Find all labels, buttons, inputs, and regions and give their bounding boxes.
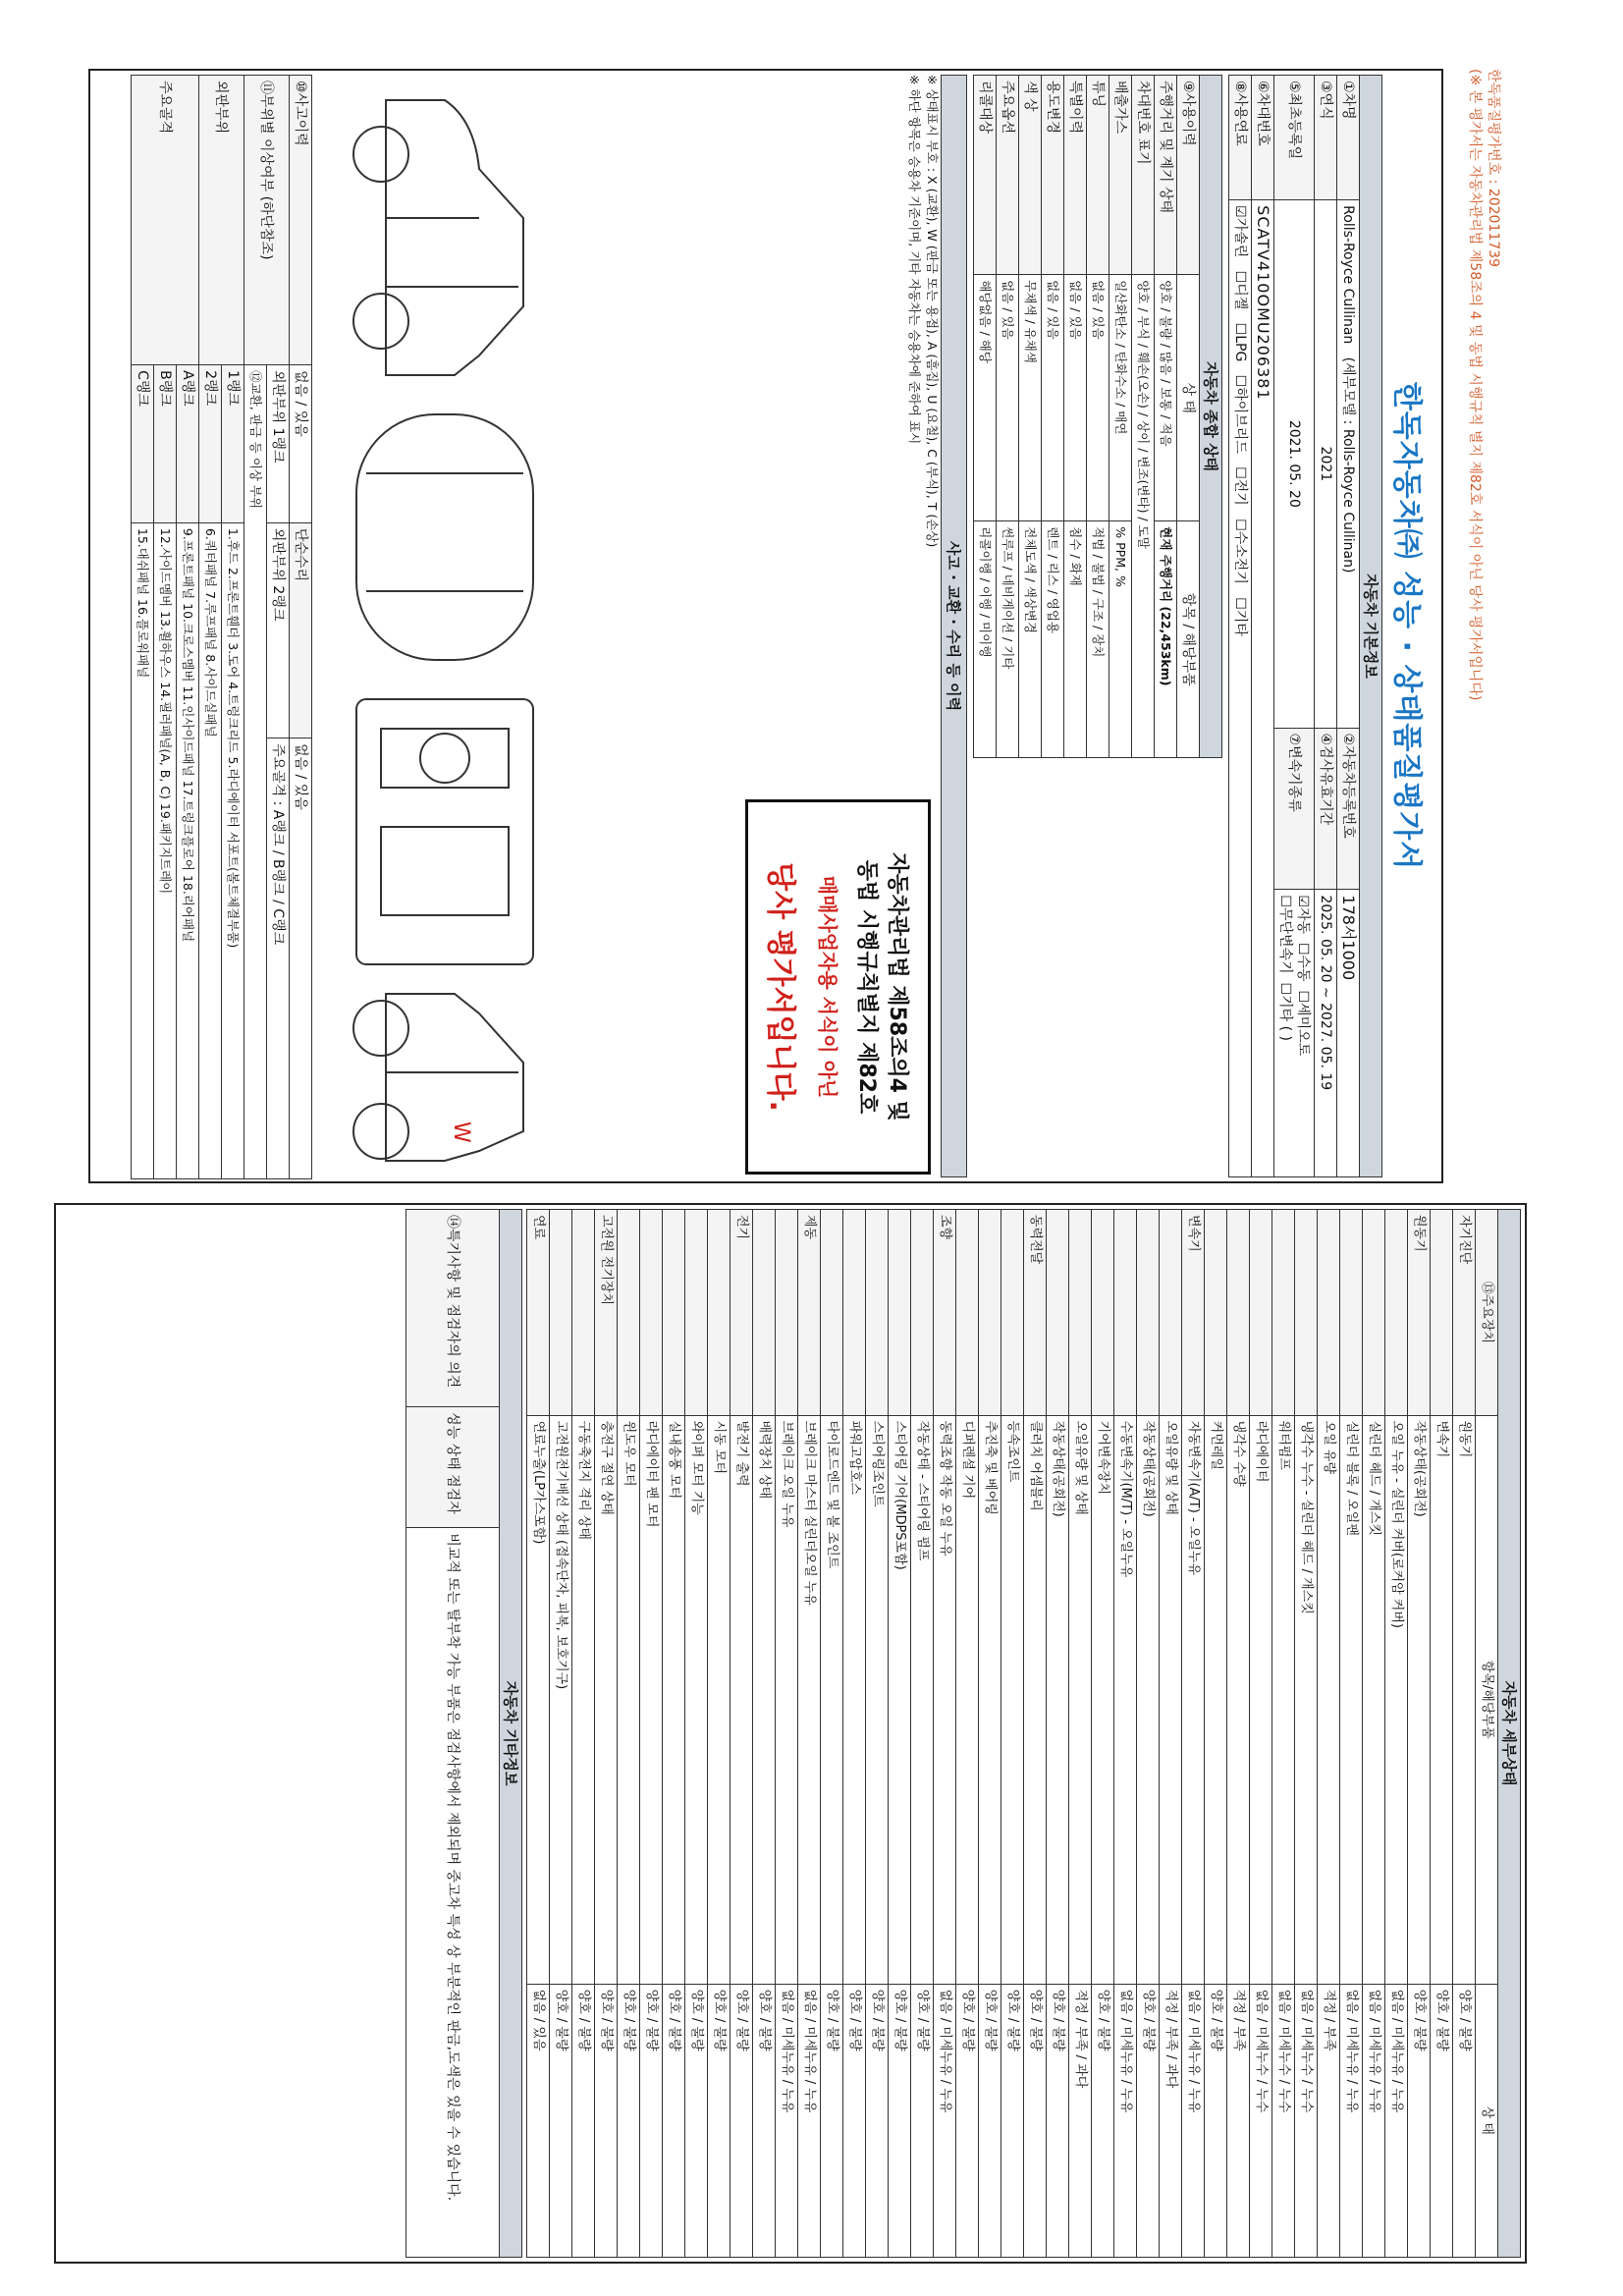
detail-group — [1092, 1210, 1114, 1416]
transmission-manual[interactable]: ☐ 수동 — [1295, 943, 1311, 982]
rank2-label: 2랭크 — [199, 365, 222, 523]
table-row — [979, 1210, 1001, 2258]
detail-group — [1114, 1210, 1137, 1416]
detail-group — [663, 1210, 685, 1416]
outer-rank2: 외판부위 2랭크 — [267, 522, 290, 738]
table-row — [1250, 1210, 1272, 2258]
table-row — [527, 1210, 550, 2258]
table-row — [1001, 1210, 1024, 2258]
row-state: 없음 / 있음 — [997, 275, 1019, 521]
simple-repair: 없음 / 있음 — [290, 738, 312, 1179]
fuel-lpg[interactable]: ☐ LPG — [1232, 323, 1248, 362]
fuel-diesel[interactable]: ☐ 디젤 — [1232, 271, 1248, 310]
detail-group — [572, 1210, 595, 1416]
detail-state[interactable]: 적정 / 부족 / 과다 — [1160, 1984, 1182, 2257]
detail-group — [685, 1210, 708, 1416]
evaluation-number: 한독품질평가번호 : 202011739 — [1486, 69, 1501, 267]
detail-item: 추진축 및 베어링 — [979, 1415, 1001, 1984]
accident-table — [131, 75, 312, 1179]
frame-rank-options: A랭크 / B랭크 / C랭크 — [270, 809, 286, 946]
detail-item: 브레이크 오일 누유 — [776, 1415, 798, 1984]
detail-group — [618, 1210, 640, 1416]
detail-state[interactable]: 양호 / 불량 — [1205, 1984, 1227, 2257]
detail-state[interactable]: 양호 / 불량 — [595, 1984, 618, 2257]
detail-item: 실린더 헤드 / 개스킷 — [1363, 1415, 1385, 1984]
basic-info-header: 자동차 기본정보 — [1360, 76, 1382, 1177]
table-row — [1137, 1210, 1160, 2258]
detail-group — [1385, 1210, 1408, 1416]
transmission-cvt[interactable]: ☐ 무단변속기 — [1277, 895, 1293, 973]
car-side-view-right — [353, 994, 523, 1161]
detail-state[interactable]: 양호 / 불량 — [1001, 1984, 1024, 2257]
row-detail: 전체도색 / 색상변경 — [1019, 521, 1042, 758]
detail-group — [1250, 1210, 1272, 1416]
car-name-cell — [1337, 200, 1360, 728]
detail-group — [979, 1210, 1001, 1416]
table-row — [974, 76, 997, 758]
table-row — [798, 1210, 821, 2258]
detail-state[interactable]: 양호 / 불량 — [685, 1984, 708, 2257]
overall-header: 자동차 종합 상태 — [1200, 76, 1222, 758]
notice-stamp-box — [745, 799, 931, 1175]
table-row — [1453, 1210, 1476, 2258]
detail-state[interactable]: 양호 / 불량 — [1047, 1984, 1069, 2257]
detail-state[interactable]: 양호 / 불량 — [1024, 1984, 1047, 2257]
a-rank-label: A랭크 — [177, 365, 199, 523]
detail-group — [753, 1210, 776, 1416]
outer-parts-label: 외판부위 — [199, 76, 244, 365]
table-row — [685, 1210, 708, 2258]
rank1-label: 1랭크 — [222, 365, 244, 523]
car-name: Rolls-Royce Cullinan — [1340, 205, 1356, 345]
detail-state[interactable]: 없음 / 미세누수 / 누수 — [1295, 1984, 1318, 2257]
part-rank-label: ⑪부위별 이상여부 (하단참조) — [244, 76, 290, 365]
detail-item: 연료누출(LP가스포함) — [527, 1415, 550, 1984]
table-row — [1227, 1210, 1250, 2258]
detail-item: 배력장치 상태 — [753, 1415, 776, 1984]
detail-state[interactable]: 없음 / 미세누유 / 누유 — [1114, 1984, 1137, 2257]
detail-group: 연료 — [527, 1210, 550, 1416]
car-name-label: ①차명 — [1337, 76, 1360, 200]
detail-group — [1001, 1210, 1024, 1416]
detail-item: 워터펌프 — [1272, 1415, 1295, 1984]
row-label: 특별이력 — [1064, 76, 1087, 275]
row-label: 차대번호 표기 — [1132, 76, 1155, 275]
rank2-parts: 6.쿼터패널 7.루프패널 8.사이드실패널 — [199, 522, 222, 1178]
transmission-label: ⑦변속기종류 — [1274, 728, 1315, 890]
table-row — [1272, 1210, 1295, 2258]
overall-col-state: 상 태 — [1177, 275, 1200, 521]
table-row — [1114, 1210, 1137, 2258]
row-state: 없음 / 있음 — [1042, 275, 1064, 521]
detail-item: 작동상태 - 스티어링 펌프 — [911, 1415, 934, 1984]
detail-state[interactable]: 없음 / 미세누유 / 누유 — [776, 1984, 798, 2257]
row-label: 주행거리 및 계기 상태 — [1155, 76, 1177, 275]
table-row — [1340, 1210, 1363, 2258]
b-rank-label: B랭크 — [154, 365, 177, 523]
detail-group — [911, 1210, 934, 1416]
detail-group: 동력전달 — [1024, 1210, 1047, 1416]
row-label: 리콜대상 — [974, 76, 997, 275]
table-row — [934, 1210, 956, 2258]
car-top-view — [356, 414, 533, 660]
passenger-note: ※ 하단 항목은 승용차 기준이며, 기타 자동차는 승용차에 준하여 표시 — [907, 75, 922, 445]
fuel-hybrid[interactable]: ☐ 하이브리드 — [1232, 375, 1248, 454]
detail-group — [1160, 1210, 1182, 1416]
table-row — [753, 1210, 776, 2258]
detail-group: 전기 — [730, 1210, 753, 1416]
table-row — [1092, 1210, 1114, 2258]
detail-state[interactable]: 양호 / 불량 — [956, 1984, 979, 2257]
year: 2021 — [1315, 200, 1337, 728]
detail-col-state: 상 태 — [1476, 1984, 1498, 2257]
detail-state[interactable]: 양호 / 불량 — [1408, 1984, 1431, 2257]
detail-state[interactable]: 적정 / 부족 — [1318, 1984, 1340, 2257]
detail-item: 작동상태(공회전) — [1408, 1415, 1431, 1984]
detail-state[interactable]: 없음 / 미세누유 / 누유 — [1363, 1984, 1385, 2257]
odometer-reading: 현재 주행거리 (22,453km) — [1155, 521, 1177, 758]
detail-group — [1227, 1210, 1250, 1416]
detail-group — [1272, 1210, 1295, 1416]
fuel-electric[interactable]: ☐ 전기 — [1232, 466, 1248, 506]
table-row — [997, 76, 1019, 758]
detail-item: 클러치 어셈블리 — [1024, 1415, 1047, 1984]
accident-history: 없음 / 있음 — [290, 365, 312, 523]
fuel-hydrogen[interactable]: ☐ 수소전기 — [1232, 519, 1248, 584]
table-row — [663, 1210, 685, 2258]
detail-state[interactable]: 양호 / 불량 — [663, 1984, 685, 2257]
detail-group: 제동 — [798, 1210, 821, 1416]
detail-state[interactable]: 양호 / 불량 — [1092, 1984, 1114, 2257]
row-detail: 적법 / 불법 / 구조 / 장치 — [1087, 521, 1109, 758]
car-underbody-view — [356, 699, 533, 964]
detail-state[interactable]: 양호 / 불량 — [889, 1984, 911, 2257]
car-diagram — [317, 81, 563, 1171]
detail-item: 냉각수 수량 — [1227, 1415, 1250, 1984]
detail-item: 시동 모터 — [708, 1415, 730, 1984]
row-state: 무채색 / 유채색 — [1019, 275, 1042, 521]
vin-label: ⑥차대번호 — [1252, 76, 1274, 200]
evaluation-page-2 — [54, 1203, 1527, 2264]
detail-item: 스티어링 기어(MDPS포함) — [889, 1415, 911, 1984]
detail-group: 변속기 — [1182, 1210, 1205, 1416]
detail-group — [821, 1210, 843, 1416]
detail-group — [1431, 1210, 1453, 1416]
table-row — [1385, 1210, 1408, 2258]
detail-group — [1205, 1210, 1227, 1416]
detail-state[interactable]: 양호 / 불량 — [1453, 1984, 1476, 2257]
detail-group — [708, 1210, 730, 1416]
row-label: 배출가스 — [1109, 76, 1132, 275]
detail-item: 타이로드엔드 및 볼 조인트 — [821, 1415, 843, 1984]
evaluation-number-stamp — [1465, 69, 1502, 700]
b-rank-parts: 12.사이드멤버 13.휠하우스 14.필러패널(A, B, C) 19.패키지트레이 — [154, 522, 177, 1178]
detail-group — [776, 1210, 798, 1416]
detail-item: 라디에이터 팬 모터 — [640, 1415, 663, 1984]
detail-group — [1318, 1210, 1340, 1416]
overall-state-table — [973, 75, 1222, 758]
detail-item: 오일유량 및 상태 — [1160, 1415, 1182, 1984]
overall-col-item: ⑨사용이력 — [1177, 76, 1200, 275]
detail-group — [1363, 1210, 1385, 1416]
detail-item: 등속조인트 — [1001, 1415, 1024, 1984]
detail-item: 와이퍼 모터 기능 — [685, 1415, 708, 1984]
detail-group — [1047, 1210, 1069, 1416]
perf-inspector-label: 성능 상태 점검자 — [406, 1407, 500, 1528]
special-notes-text: 비교적 또는 탈부착 가능 부품은 점검사항에서 제외되며 중고차 특성 상 부분적인 판금,도색은 있을 수 있습니다. — [406, 1528, 500, 2258]
table-row — [1431, 1210, 1453, 2258]
row-state: 양호 / 불량 / 많음 / 보통 / 적음 — [1155, 275, 1177, 521]
table-row — [1019, 76, 1042, 758]
table-row — [1205, 1210, 1227, 2258]
detail-state[interactable]: 없음 / 미세누유 / 누유 — [1385, 1984, 1408, 2257]
table-row — [1024, 1210, 1047, 2258]
fuel-options — [1229, 200, 1252, 1177]
detail-state[interactable]: 양호 / 불량 — [753, 1984, 776, 2257]
detail-state[interactable]: 양호 / 불량 — [1431, 1984, 1453, 2257]
table-row — [1155, 76, 1177, 758]
detail-rows — [527, 1210, 1476, 2258]
notice-line1: 자동차관리법 제58조의4 및 — [885, 852, 909, 1121]
first-reg: 2021. 05. 20 — [1274, 200, 1315, 728]
transmission-options — [1274, 890, 1315, 1177]
basic-info-table — [1228, 75, 1382, 1177]
detail-col-item: 항목/해당부품 — [1476, 1415, 1498, 1984]
table-row — [1047, 1210, 1069, 2258]
table-row — [1318, 1210, 1340, 2258]
detail-item: 실린더 블록 / 오일팬 — [1340, 1415, 1363, 1984]
detail-state-table — [526, 1209, 1521, 2258]
table-row — [843, 1210, 866, 2258]
table-row — [640, 1210, 663, 2258]
detail-group — [1295, 1210, 1318, 1416]
first-reg-label: ⑤최초등록일 — [1274, 76, 1315, 200]
detail-item: 원동기 — [1453, 1415, 1476, 1984]
a-rank-parts: 9.프론트패널 10.크로스멤버 11.인사이드패널 17.트렁크플로어 18.리어패널 — [177, 522, 199, 1178]
other-info-table — [406, 1209, 522, 2258]
transmission-other[interactable]: ☐ 기타 ( ) — [1277, 983, 1293, 1041]
table-row — [1160, 1210, 1182, 2258]
table-row — [889, 1210, 911, 2258]
detail-item: 충전구 절연 상태 — [595, 1415, 618, 1984]
detail-state[interactable]: 양호 / 불량 — [640, 1984, 663, 2257]
detail-item: 고전원전기배선 상태 (접속단자, 피복, 보호기구) — [550, 1415, 572, 1984]
detail-state[interactable]: 양호 / 불량 — [550, 1984, 572, 2257]
notice-line2: 동법 시행규칙별지 제82호 — [854, 859, 879, 1115]
detail-item: 변속기 — [1431, 1415, 1453, 1984]
reg-no: 178서1000 — [1337, 890, 1360, 1177]
table-row — [595, 1210, 618, 2258]
detail-model: (세부모델 : Rolls-Royce Cullinan) — [1340, 356, 1356, 574]
year-label: ③연식 — [1315, 76, 1337, 200]
detail-item: 오일유량 및 상태 — [1069, 1415, 1092, 1984]
detail-group — [1340, 1210, 1363, 1416]
detail-group — [550, 1210, 572, 1416]
detail-state[interactable]: 양호 / 불량 — [708, 1984, 730, 2257]
detail-item: 스티어링조인트 — [866, 1415, 889, 1984]
table-row — [821, 1210, 843, 2258]
detail-item: 라디에이터 — [1250, 1415, 1272, 1984]
detail-header: 자동차 세부상태 — [1498, 1210, 1521, 2258]
row-detail: 렌트 / 리스 / 영업용 — [1042, 521, 1064, 758]
c-rank-label: C랭크 — [132, 365, 154, 523]
detail-group — [1069, 1210, 1092, 1416]
detail-state[interactable]: 양호 / 불량 — [821, 1984, 843, 2257]
vin: SCATV410OMU206381 — [1252, 200, 1274, 1177]
table-row — [1363, 1210, 1385, 2258]
row-state: 없음 / 있음 — [1064, 275, 1087, 521]
detail-state[interactable]: 적정 / 부족 — [1227, 1984, 1250, 2257]
row-state: 일산화탄소 / 탄화수소 / 매연 — [1109, 275, 1132, 521]
row-label: 튜닝 — [1087, 76, 1109, 275]
detail-item: 파워고압호스 — [843, 1415, 866, 1984]
detail-item: 실내송풍 모터 — [663, 1415, 685, 1984]
detail-item: 수동변속기(M/T) - 오일누유 — [1114, 1415, 1137, 1984]
rank1-parts: 1.후드 2.프론트휀더 3.도어 4.트렁크리드 5.라디에이터 서포트(볼트체결부품) — [222, 522, 244, 1178]
w-mark: W — [449, 1121, 473, 1143]
table-row — [911, 1210, 934, 2258]
table-row — [1182, 1210, 1205, 2258]
symbol-note: ※ 상태표시 부호 : X (교환), W (판금 또는 용접), A (흠집), U (요철), C (부식), T (손상) — [925, 75, 940, 548]
reg-no-label: ②자동차등록번호 — [1337, 728, 1360, 890]
table-row — [776, 1210, 798, 2258]
fuel-gasoline[interactable]: ☑ 가솔린 — [1232, 205, 1248, 257]
detail-item: 작동상태(공회전) — [1047, 1415, 1069, 1984]
inspection-label: ④검사유효기간 — [1315, 728, 1337, 890]
table-row — [1064, 76, 1087, 758]
detail-state[interactable]: 없음 / 있음 — [527, 1984, 550, 2257]
detail-item: 기어변속장치 — [1092, 1415, 1114, 1984]
detail-item: 오일 누유 - 실린더 커버(로커암 커버) — [1385, 1415, 1408, 1984]
row-state: 양호 / 부식 / 훼손(오손) / 상이 / 변조(변타) / 도말 — [1132, 275, 1155, 758]
detail-group: 고전원 전기장치 — [595, 1210, 618, 1416]
main-frame-label: 주요골격 — [270, 743, 286, 797]
row-detail: 썬루프 / 네비게이션 / 기타 — [997, 521, 1019, 758]
inspection-period: 2025. 05. 20 ~ 2027. 05. 19 — [1315, 890, 1337, 1177]
detail-group — [866, 1210, 889, 1416]
detail-state[interactable]: 양호 / 불량 — [843, 1984, 866, 2257]
frame-section-label: ⑫교환, 판금 등 이상 부위 — [244, 365, 267, 1179]
frame-parts-label: 주요골격 — [132, 76, 199, 365]
row-label: 색 상 — [1019, 76, 1042, 275]
detail-state[interactable]: 양호 / 불량 — [618, 1984, 640, 2257]
row-state: 없음 / 있음 — [1087, 275, 1109, 521]
detail-state[interactable]: 양호 / 불량 — [1137, 1984, 1160, 2257]
detail-group — [640, 1210, 663, 1416]
detail-state[interactable]: 없음 / 미세누유 / 누유 — [934, 1984, 956, 2257]
detail-state[interactable]: 없음 / 미세누수 / 누수 — [1250, 1984, 1272, 2257]
detail-state[interactable]: 없음 / 미세누유 / 누유 — [1182, 1984, 1205, 2257]
row-detail: % PPM, % — [1109, 521, 1132, 758]
transmission-auto[interactable]: ☑ 자동 — [1295, 895, 1311, 934]
accident-history-label: ⑩사고이력 — [290, 76, 312, 365]
frame-ranks: 주요골격 : A랭크 / B랭크 / C랭크 — [267, 738, 290, 1179]
detail-item: 자동변속기(A/T) - 오일누유 — [1182, 1415, 1205, 1984]
detail-group — [1137, 1210, 1160, 1416]
row-state: 해당없음 / 해당 — [974, 275, 997, 521]
detail-item: 냉각수 누수 - 실린더 헤드 / 개스킷 — [1295, 1415, 1318, 1984]
detail-group — [956, 1210, 979, 1416]
row-label: 주요옵션 — [997, 76, 1019, 275]
detail-item: 동력조향 작동 오일 누유 — [934, 1415, 956, 1984]
table-row — [730, 1210, 753, 2258]
outer-rank1: 외판부위 1랭크 — [267, 365, 290, 523]
detail-state[interactable]: 양호 / 불량 — [979, 1984, 1001, 2257]
detail-item: 윈도우 모터 — [618, 1415, 640, 1984]
evaluation-disclaimer: (※ 본 평가서는 자동차관리법 제58조의 4 및 동법 시행규칙 별지 제82호 서식이 아닌 당사 평가서입니다) — [1467, 69, 1483, 701]
detail-col-main: ⑬주요장치 — [1476, 1210, 1498, 1416]
detail-item: 작동상태(공회전) — [1137, 1415, 1160, 1984]
detail-item: 오일 유량 — [1318, 1415, 1340, 1984]
page-title: 한독자동차㈜ 성능 · 상태품질평가서 — [1389, 381, 1424, 871]
detail-group: 자기진단 — [1453, 1210, 1476, 1416]
other-info-header: 자동차 기타정보 — [500, 1210, 522, 2258]
row-detail: 리콜이행 / 이행 / 미이행 — [974, 521, 997, 758]
table-row — [1087, 76, 1109, 758]
notice-line4: 당사 평가서입니다. — [763, 862, 797, 1112]
table-row — [1132, 76, 1155, 758]
fuel-label: ⑧사용연료 — [1229, 76, 1252, 200]
detail-state[interactable]: 없음 / 미세누수 / 누수 — [1272, 1984, 1295, 2257]
detail-state[interactable]: 양호 / 불량 — [911, 1984, 934, 2257]
detail-state[interactable]: 없음 / 미세누유 / 누유 — [1340, 1984, 1363, 2257]
transmission-semi[interactable]: ☐ 세미오토 — [1295, 990, 1311, 1056]
detail-state[interactable]: 없음 / 미세누유 / 누유 — [798, 1984, 821, 2257]
evaluation-page-1 — [88, 69, 1501, 1183]
row-label: 용도변경 — [1042, 76, 1064, 275]
table-row — [1295, 1210, 1318, 2258]
detail-group — [843, 1210, 866, 1416]
notice-line3: 매매사업자용 서식이 아닌 — [816, 875, 839, 1099]
table-row — [550, 1210, 572, 2258]
table-row — [708, 1210, 730, 2258]
table-row — [1109, 76, 1132, 758]
detail-state[interactable]: 양호 / 불량 — [866, 1984, 889, 2257]
detail-group: 조향 — [934, 1210, 956, 1416]
detail-state[interactable]: 양호 / 불량 — [730, 1984, 753, 2257]
table-row — [956, 1210, 979, 2258]
table-row — [1069, 1210, 1092, 2258]
detail-group: 원동기 — [1408, 1210, 1431, 1416]
table-row — [572, 1210, 595, 2258]
overall-col-detail: 항목 / 해당부품 — [1177, 521, 1200, 758]
c-rank-parts: 15.대쉬패널 16.플로워패널 — [132, 522, 154, 1178]
detail-state[interactable]: 양호 / 불량 — [572, 1984, 595, 2257]
simple-repair-label: 단순수리 — [290, 522, 312, 738]
detail-state[interactable]: 적정 / 부족 / 과다 — [1069, 1984, 1092, 2257]
detail-group — [889, 1210, 911, 1416]
special-notes-label: ⑭특기사항 및 점검자의 의견 — [406, 1210, 500, 1407]
car-side-view-left — [353, 100, 523, 375]
detail-item: 발전기 출력 — [730, 1415, 753, 1984]
row-detail: 침수 / 화재 — [1064, 521, 1087, 758]
table-row — [1042, 76, 1064, 758]
accident-header: 사고 · 교환 · 수리 등 이력 — [941, 75, 967, 1177]
detail-item: 브레이크 마스터 실린더오일 누유 — [798, 1415, 821, 1984]
table-row — [1408, 1210, 1431, 2258]
detail-item: 커먼레일 — [1205, 1415, 1227, 1984]
table-row — [866, 1210, 889, 2258]
detail-item: 구동축전지 격리 상태 — [572, 1415, 595, 1984]
fuel-other[interactable]: ☐ 기타 — [1232, 597, 1248, 636]
table-row — [618, 1210, 640, 2258]
detail-item: 디퍼렌셜 기어 — [956, 1415, 979, 1984]
